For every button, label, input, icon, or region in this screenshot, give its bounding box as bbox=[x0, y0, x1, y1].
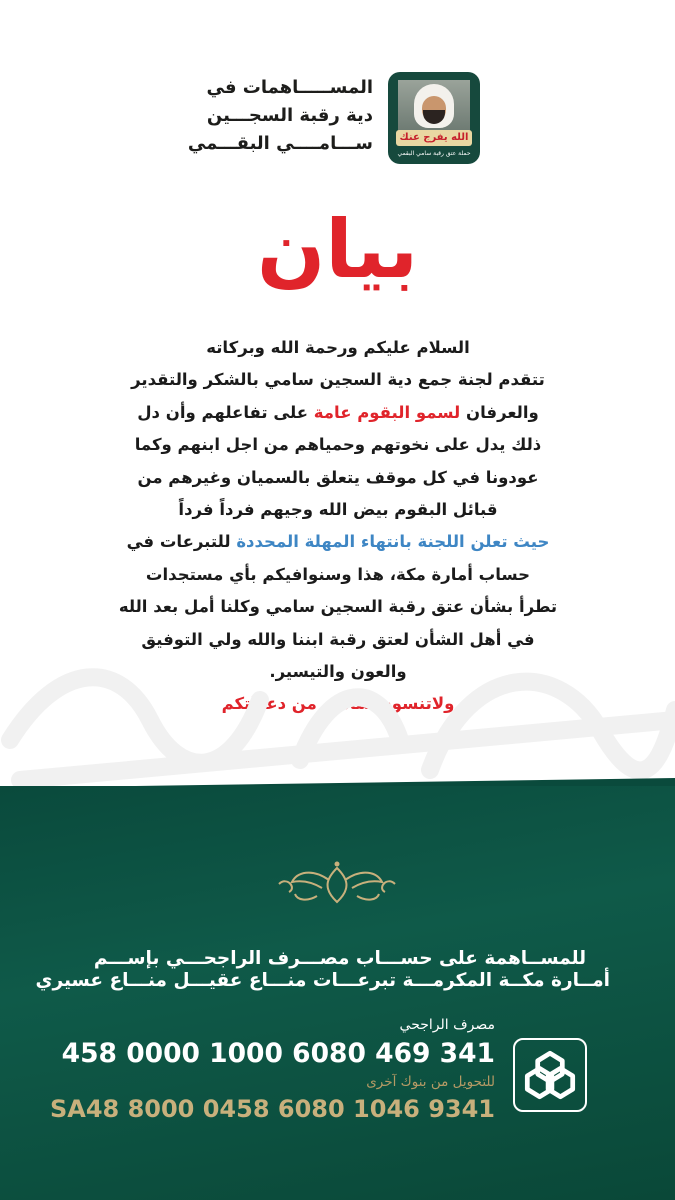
statement-segment: للتبرعات في bbox=[126, 532, 237, 552]
background-calligraphy bbox=[0, 620, 675, 790]
statement-line: والعون والتيسير. bbox=[269, 662, 407, 682]
bank-name: مصرف الراجحي bbox=[399, 1017, 495, 1033]
iban-number: SA48 8000 0458 6080 1046 9341 bbox=[49, 1095, 495, 1123]
ornament-divider bbox=[277, 858, 397, 908]
statement-line bbox=[88, 397, 588, 429]
statement-line: السلام عليكم ورحمة الله وبركاته bbox=[206, 338, 470, 357]
statement-line: تطرأ بشأن عتق رقبة السجين سامي وكلنا أمل بعد الله bbox=[118, 597, 558, 617]
al-rajhi-bank-icon bbox=[513, 1038, 587, 1112]
header bbox=[0, 70, 675, 170]
statement-line: عودونا في كل موقف يتعلق بالسميان وغيرهم من bbox=[137, 467, 539, 487]
statement-segment: والعرفان bbox=[460, 402, 539, 422]
donation-notice bbox=[35, 948, 610, 992]
highlight-red: لسمو البقوم عامة bbox=[313, 402, 461, 422]
donation-panel bbox=[0, 786, 675, 1200]
highlight-blue: حيث تعلن اللجنة بانتهاء المهلة المحددة bbox=[236, 532, 550, 552]
donation-notice-line: للمســاهمة على حســـاب مصـــرف الراجحـــي بإســـم bbox=[93, 948, 587, 969]
campaign-name-line: المســـــاهمات في bbox=[206, 77, 373, 98]
statement-line bbox=[88, 526, 588, 558]
logo-banner: الله يفرج عنك bbox=[396, 130, 472, 146]
campaign-name-line: ســـامــــي البقـــمي bbox=[187, 133, 373, 154]
statement-segment: على تفاعلهم وأن دل bbox=[137, 402, 314, 422]
campaign-name-line: دية رقبة السجـــين bbox=[206, 105, 373, 126]
closing-line: ولاتنسون سامي من دعواتكم bbox=[221, 694, 455, 714]
account-number: 458 0000 1000 6080 469 341 bbox=[61, 1038, 495, 1069]
campaign-name bbox=[173, 74, 373, 158]
logo-tagline: حملة عتق رقبة سامي البقمي bbox=[397, 150, 471, 157]
page-title: بيان bbox=[256, 203, 418, 296]
statement-line: ذلك يدل على نخوتهم وحمياهم من اجل ابنهم وكما bbox=[134, 435, 542, 455]
statement-line: تتقدم لجنة جمع دية السجين سامي بالشكر والتقدير bbox=[131, 370, 545, 390]
campaign-logo bbox=[388, 72, 480, 164]
transfer-label: للتحويل من بنوك آخرى bbox=[366, 1074, 495, 1090]
statement-line: قبائل البقوم بيض الله وجيهم فرداً فرداً bbox=[178, 500, 498, 520]
statement-line: في أهل الشأن لعتق رقبة ابننا والله ولي التوفيق bbox=[141, 629, 535, 649]
donation-notice-line: أمــارة مكــة المكرمـــة تبرعـــات منـــاع عقيـــل منـــاع عسيري bbox=[35, 970, 610, 991]
statement-line: حساب أمارة مكة، هذا وسنوافيكم بأي مستجدات bbox=[145, 564, 531, 584]
